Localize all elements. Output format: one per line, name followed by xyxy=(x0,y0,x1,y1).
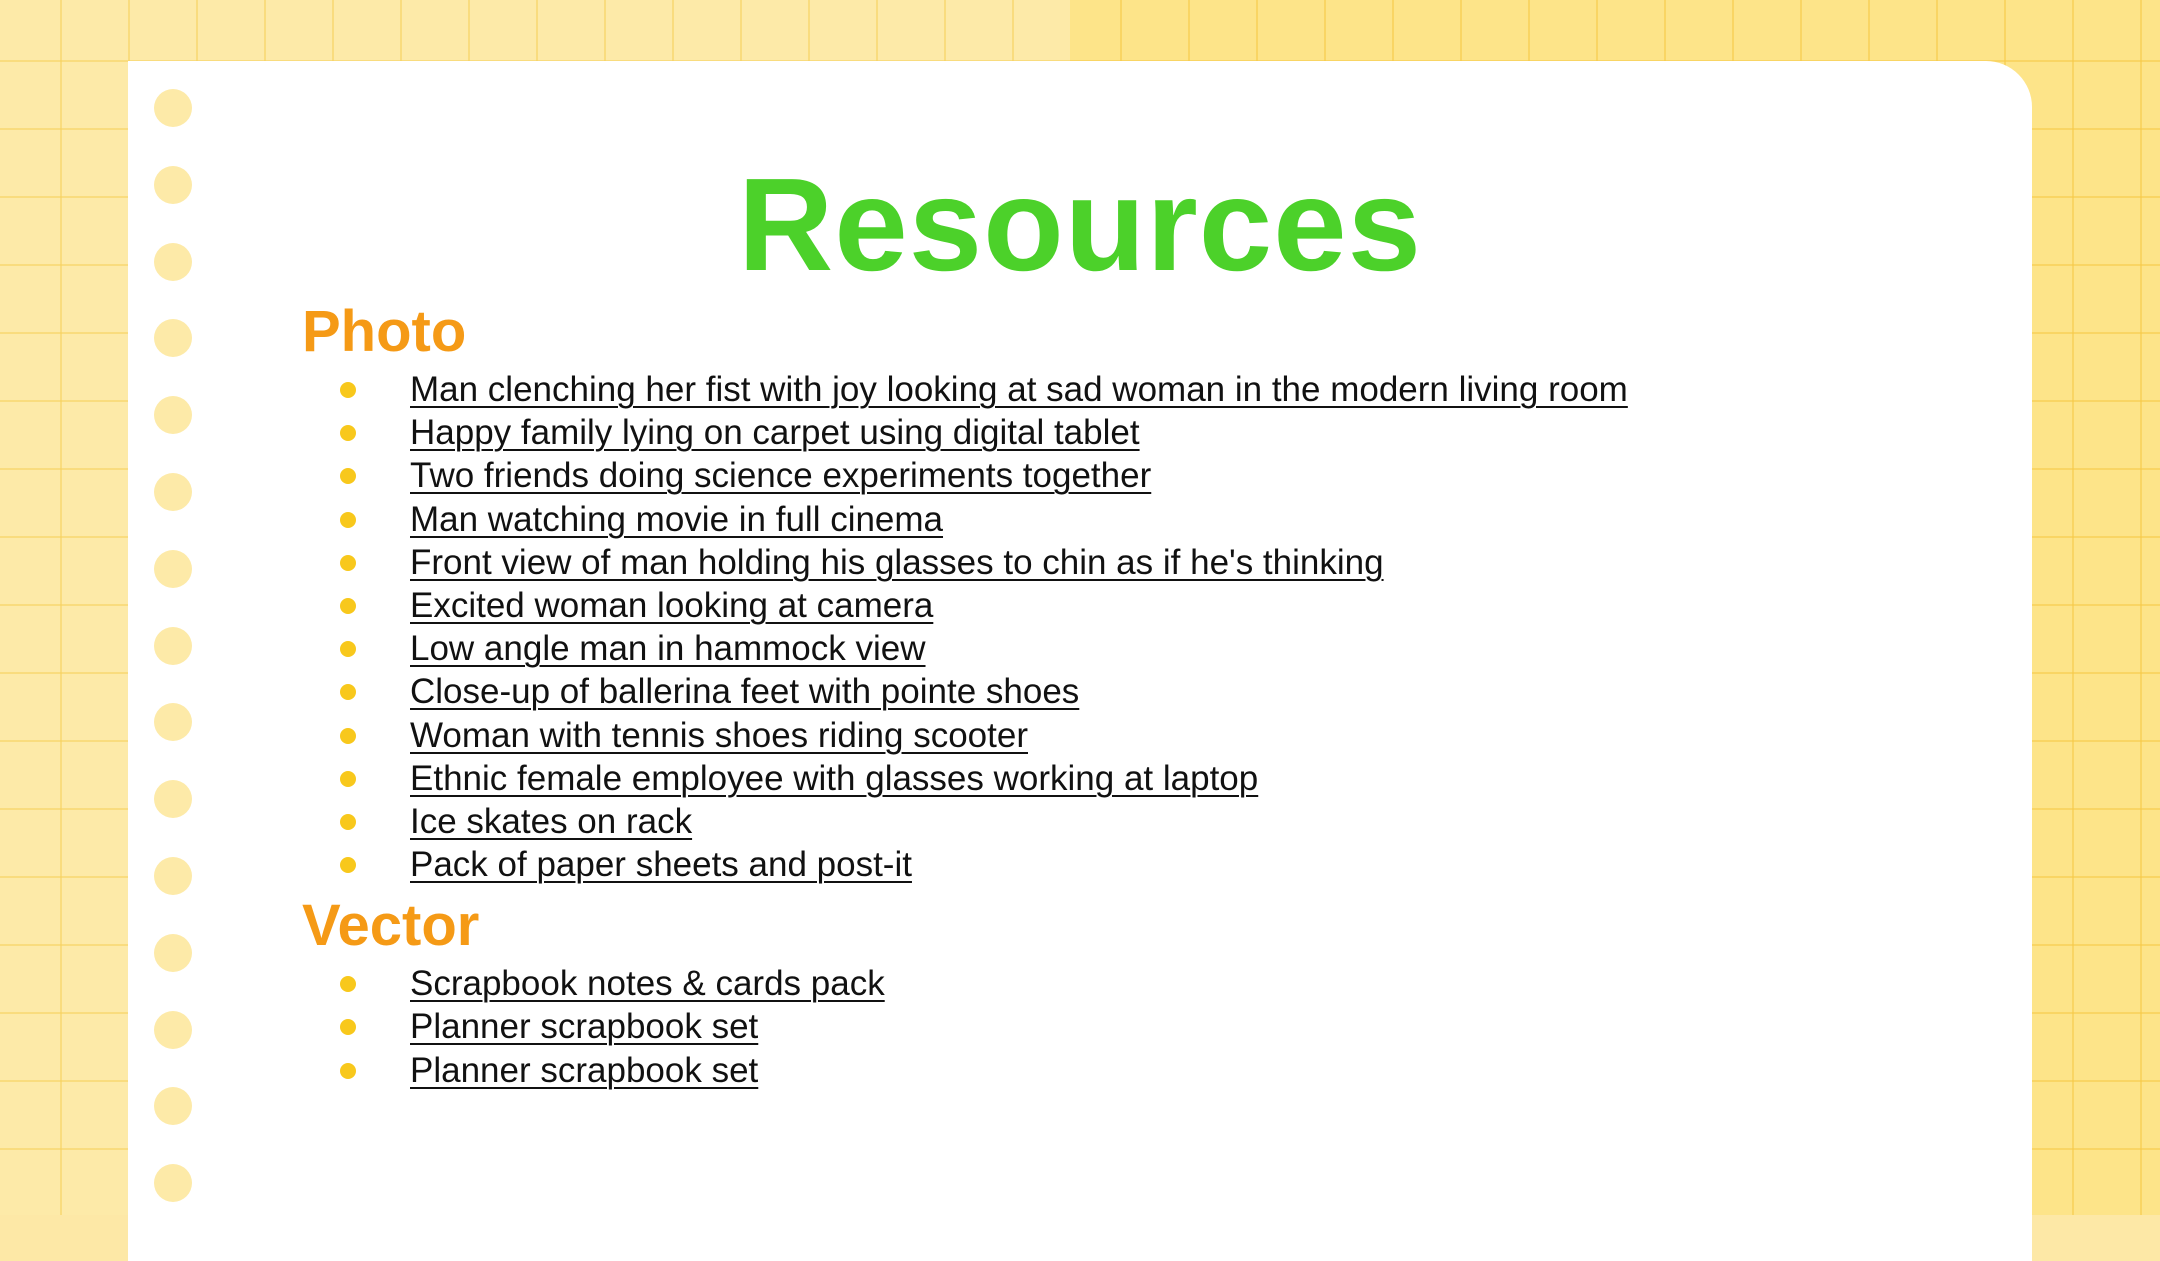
list-item xyxy=(302,670,1942,713)
bullet-icon xyxy=(340,555,356,571)
resource-link[interactable]: Pack of paper sheets and post-it xyxy=(410,845,912,885)
binder-hole xyxy=(154,1011,192,1049)
bullet-icon xyxy=(340,425,356,441)
resource-link[interactable]: Front view of man holding his glasses to chin as if he's thinking xyxy=(410,542,1384,582)
resources-content xyxy=(302,296,1942,1096)
list-item xyxy=(302,800,1942,843)
binder-hole xyxy=(154,703,192,741)
bullet-icon xyxy=(340,468,356,484)
list-item xyxy=(302,368,1942,411)
list-item xyxy=(302,627,1942,670)
list-item xyxy=(302,584,1942,627)
resource-link[interactable]: Low angle man in hammock view xyxy=(410,629,926,669)
binder-hole xyxy=(154,857,192,895)
bullet-icon xyxy=(340,382,356,398)
resource-link[interactable]: Planner scrapbook set xyxy=(410,1007,759,1047)
binder-hole xyxy=(154,319,192,357)
bullet-icon xyxy=(340,512,356,528)
bullet-icon xyxy=(340,684,356,700)
list-item xyxy=(302,757,1942,800)
list-item xyxy=(302,1005,1942,1048)
section-heading-vector: Vector xyxy=(302,893,480,959)
bullet-icon xyxy=(340,598,356,614)
section-heading-photo: Photo xyxy=(302,299,467,364)
resource-link[interactable]: Excited woman looking at camera xyxy=(410,585,934,625)
resource-link[interactable]: Two friends doing science experiments together xyxy=(410,456,1152,496)
resource-link[interactable]: Ice skates on rack xyxy=(410,801,693,841)
bullet-icon xyxy=(340,728,356,744)
list-item xyxy=(302,541,1942,584)
bullet-icon xyxy=(340,1019,356,1035)
binder-hole xyxy=(154,396,192,434)
binder-hole xyxy=(154,550,192,588)
resource-link[interactable]: Planner scrapbook set xyxy=(410,1050,759,1090)
bullet-icon xyxy=(340,976,356,992)
vector-links-list xyxy=(302,962,1942,1092)
binder-hole xyxy=(154,934,192,972)
list-item xyxy=(302,962,1942,1005)
bullet-icon xyxy=(340,771,356,787)
binder-hole xyxy=(154,89,192,127)
resource-link[interactable]: Happy family lying on carpet using digital tablet xyxy=(410,413,1140,453)
resource-link[interactable]: Man watching movie in full cinema xyxy=(410,499,944,539)
list-item xyxy=(302,714,1942,757)
list-item xyxy=(302,1049,1942,1092)
bullet-icon xyxy=(340,857,356,873)
bullet-icon xyxy=(340,641,356,657)
resource-link[interactable]: Scrapbook notes & cards pack xyxy=(410,964,885,1004)
resource-link[interactable]: Close-up of ballerina feet with pointe shoes xyxy=(410,672,1080,712)
list-item xyxy=(302,843,1942,886)
slide-title: Resources xyxy=(737,151,1423,298)
photo-links-list xyxy=(302,368,1942,886)
bullet-icon xyxy=(340,814,356,830)
resource-link[interactable]: Woman with tennis shoes riding scooter xyxy=(410,715,1028,755)
list-item xyxy=(302,498,1942,541)
resource-link[interactable]: Man clenching her fist with joy looking at sad woman in the modern living room xyxy=(410,370,1628,409)
binder-hole xyxy=(154,1087,192,1125)
resource-link[interactable]: Ethnic female employee with glasses working at laptop xyxy=(410,758,1259,798)
bullet-icon xyxy=(340,1063,356,1079)
binder-hole xyxy=(154,780,192,818)
binder-hole xyxy=(154,1164,192,1202)
binder-hole xyxy=(154,627,192,665)
binder-hole xyxy=(154,473,192,511)
list-item xyxy=(302,454,1942,497)
list-item xyxy=(302,411,1942,454)
